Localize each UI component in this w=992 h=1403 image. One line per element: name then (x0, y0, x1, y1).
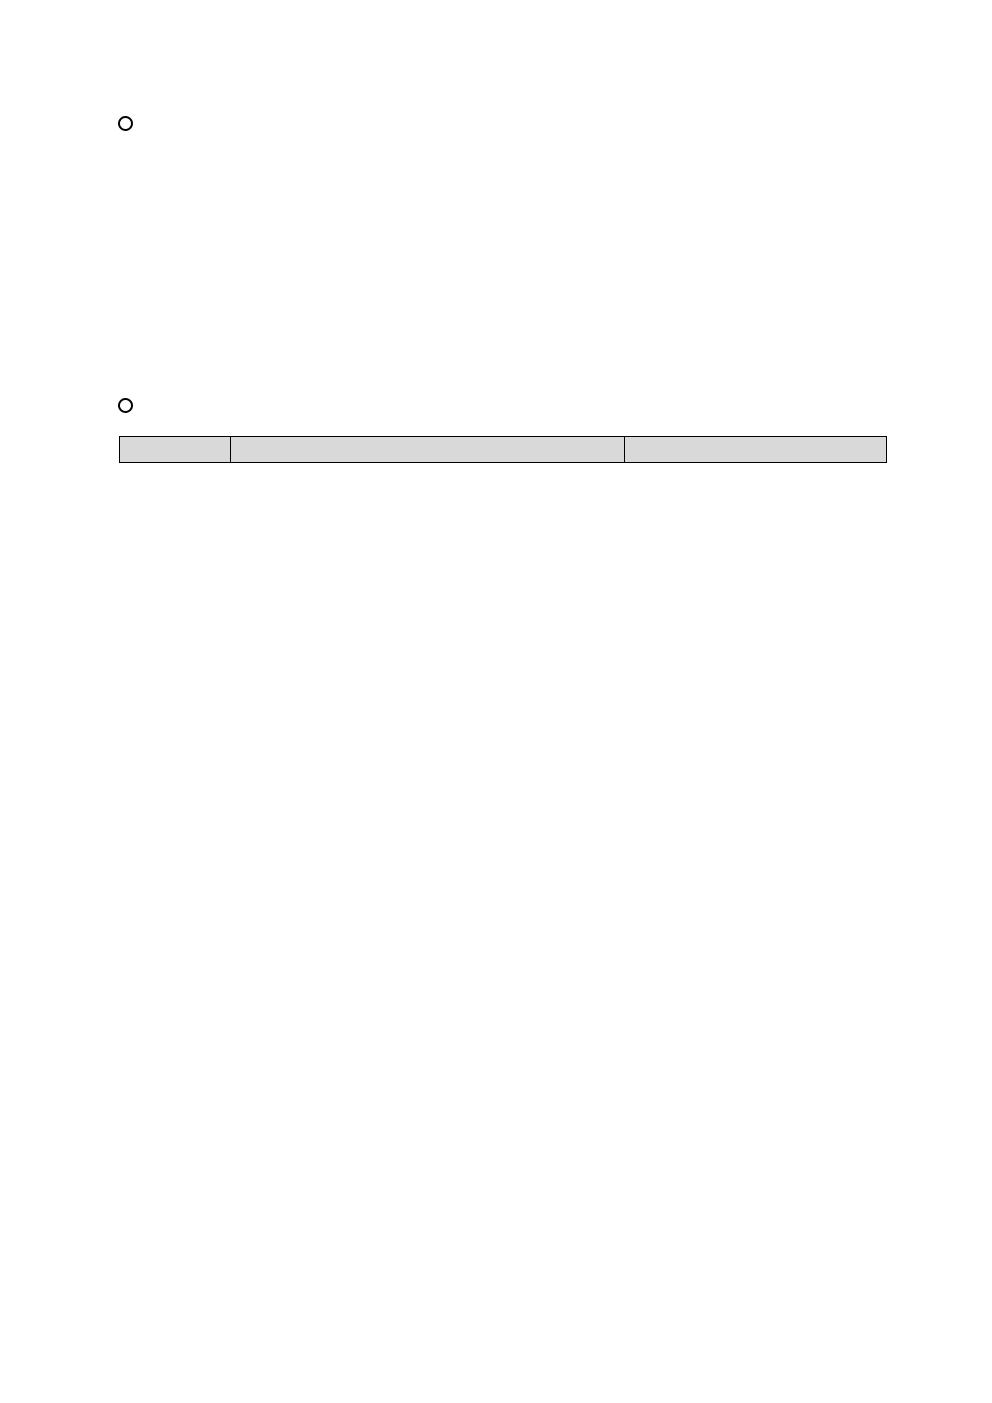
documents-table (119, 436, 887, 463)
section-heading-procedure (118, 116, 145, 131)
circle-bullet-icon (118, 398, 133, 413)
header-remarks (625, 437, 887, 463)
section-heading-documents (118, 398, 145, 413)
circle-bullet-icon (118, 116, 133, 131)
header-category (120, 437, 231, 463)
header-documents (230, 437, 624, 463)
